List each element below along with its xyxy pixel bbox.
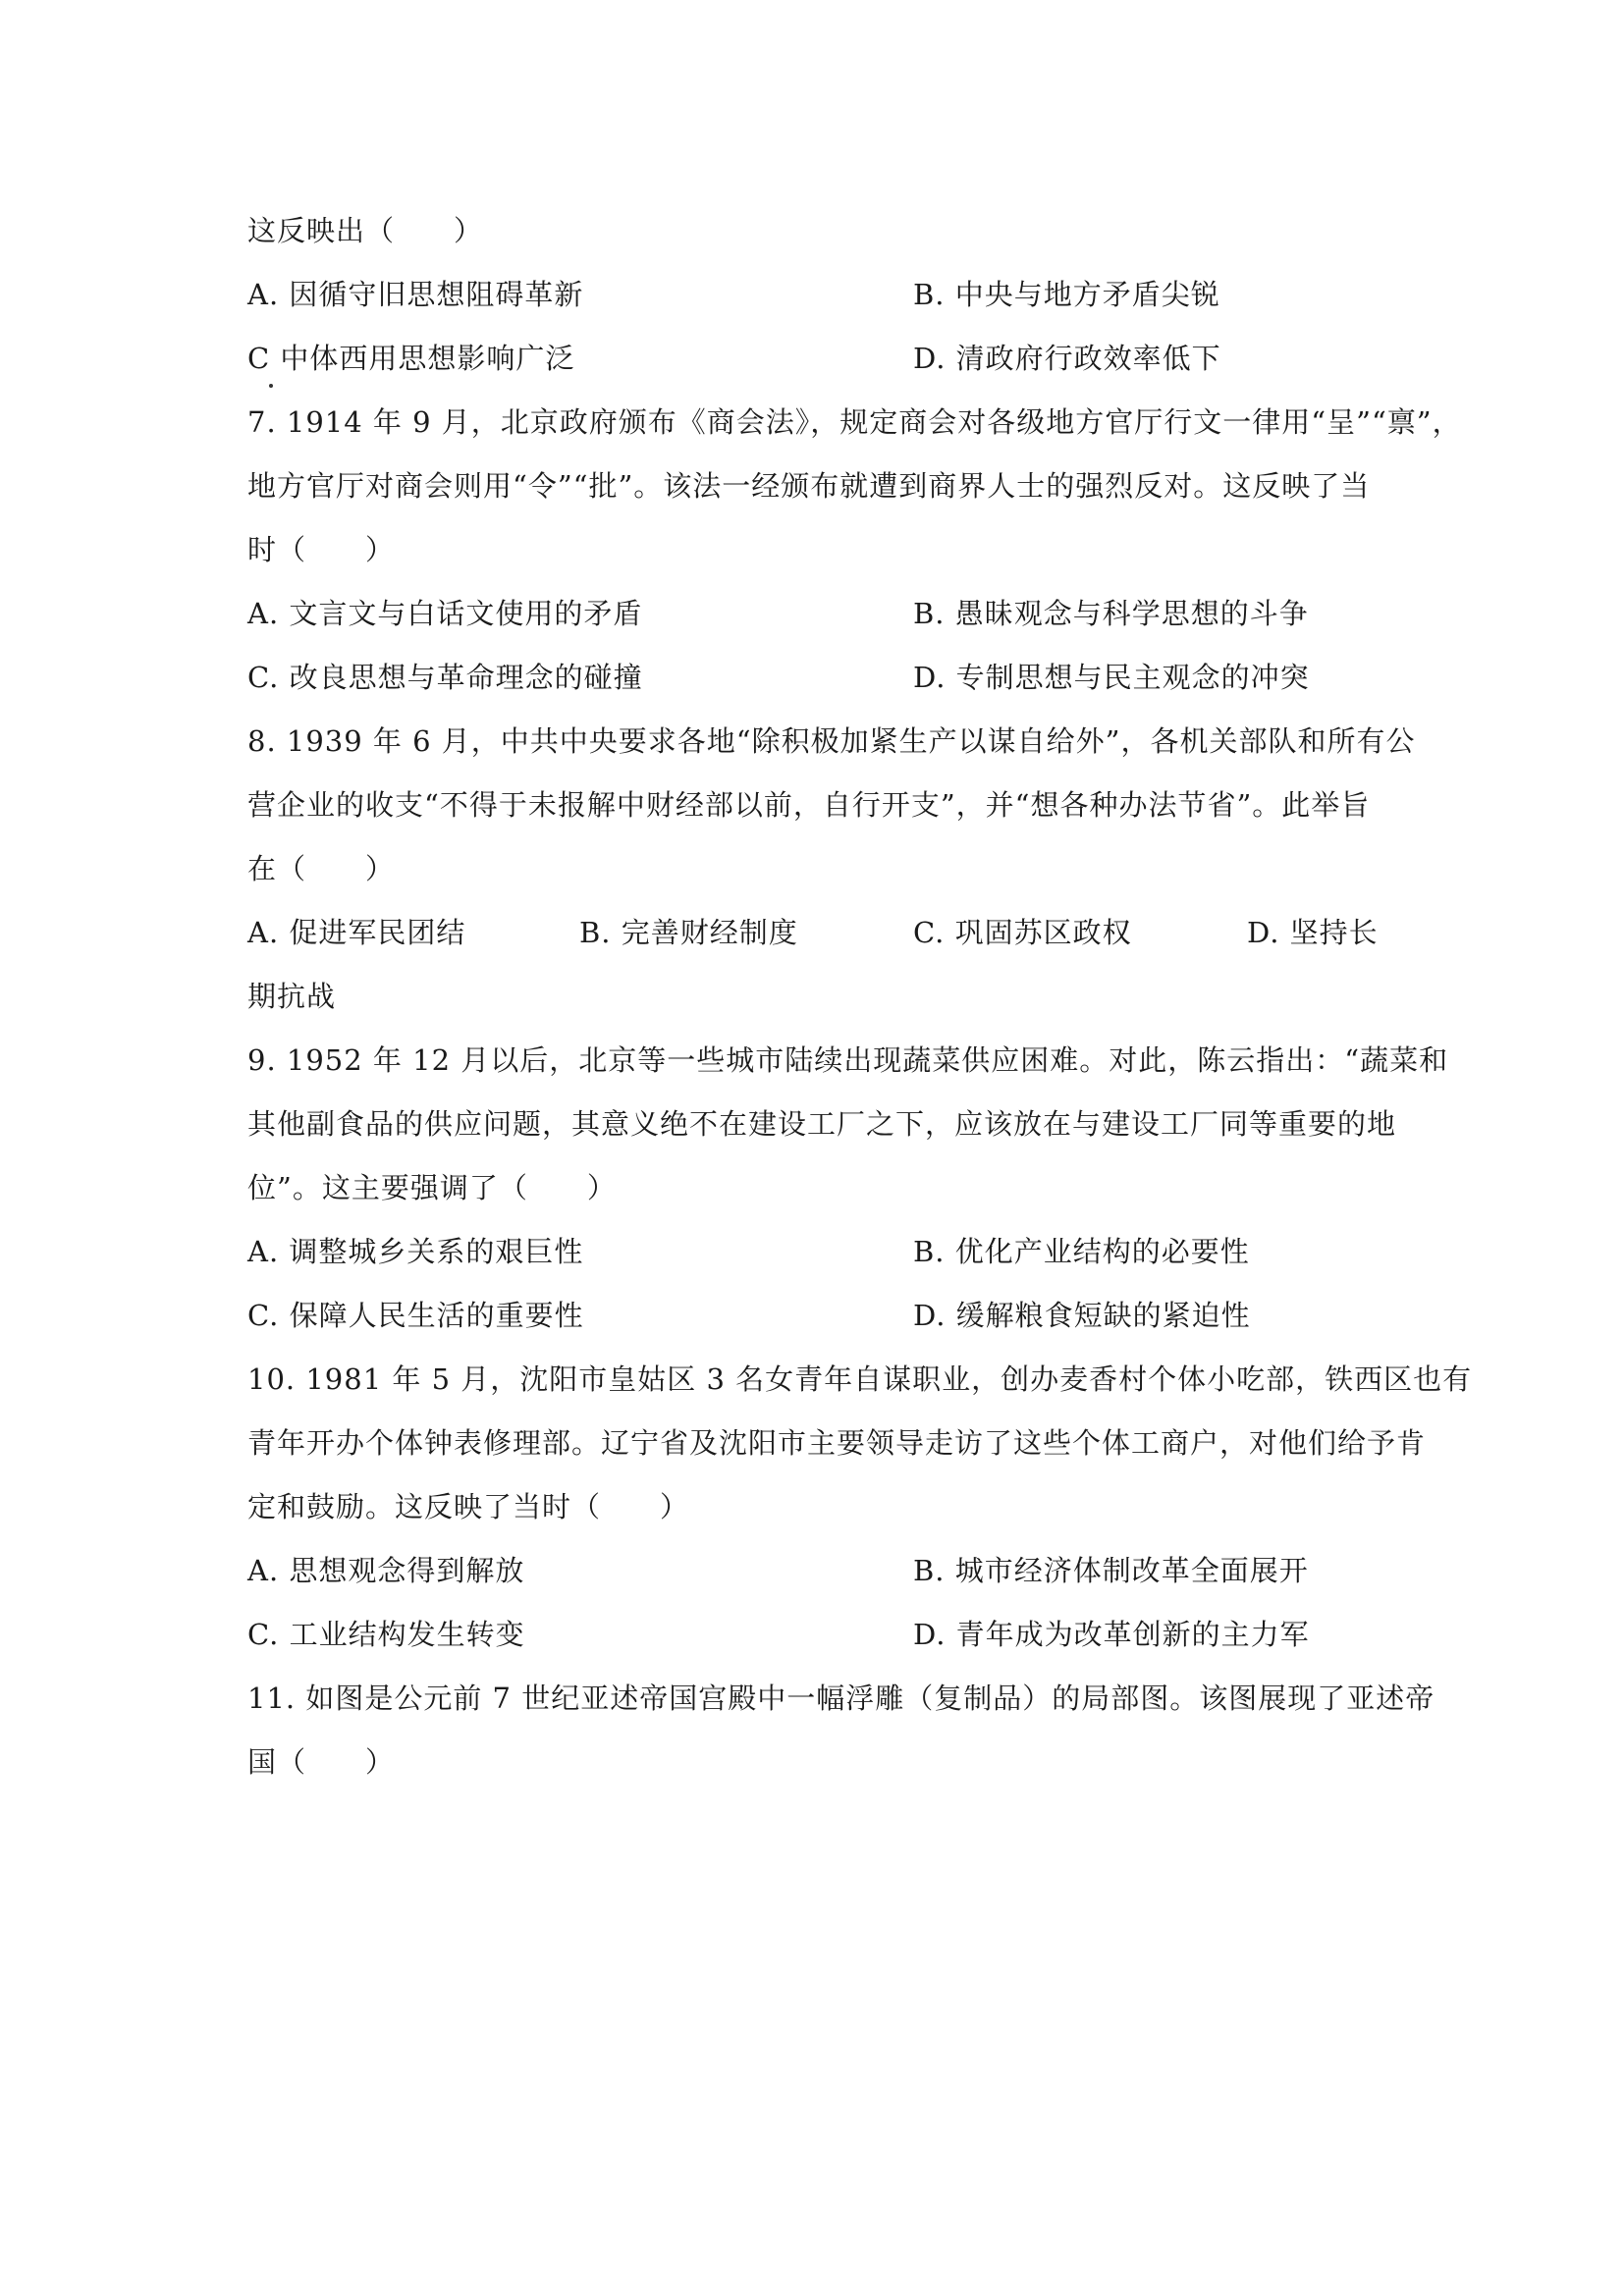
q7-option-a: A. 文言文与白话文使用的矛盾	[247, 597, 643, 630]
q9-line-1: 9. 1952 年 12 月以后，北京等一些城市陆续出现蔬菜供应困难。对此，陈云指出：“蔬菜和	[247, 1043, 1449, 1077]
q9-option-b: B. 优化产业结构的必要性	[913, 1235, 1250, 1268]
q8-option-a: A. 促进军民团结	[247, 916, 466, 949]
q8-line-1: 8. 1939 年 6 月，中共中央要求各地“除积极加紧生产以谋自给外”，各机关部队和所有公	[247, 724, 1416, 758]
q7-line-1: 7. 1914 年 9 月，北京政府颁布《商会法》，规定商会对各级地方官厅行文一律用“呈”“禀”，	[247, 405, 1462, 439]
q7-option-c: C. 改良思想与革命理念的碰撞	[247, 661, 643, 694]
q8-option-b: B. 完善财经制度	[579, 916, 798, 949]
q10-line-3: 定和鼓励。这反映了当时（ ）	[247, 1490, 690, 1523]
q10-option-c: C. 工业结构发生转变	[247, 1618, 525, 1651]
q10-line-1: 10. 1981 年 5 月，沈阳市皇姑区 3 名女青年自谋职业，创办麦香村个体小吃部，铁西区也有	[247, 1362, 1473, 1396]
stray-dot	[269, 384, 273, 388]
q8-line-2: 营企业的收支“不得于未报解中财经部以前，自行开支”，并“想各种办法节省”。此举旨	[247, 788, 1371, 822]
q11-line-1: 11. 如图是公元前 7 世纪亚述帝国宫殿中一幅浮雕（复制品）的局部图。该图展现了亚述帝	[247, 1682, 1435, 1715]
q10-option-b: B. 城市经济体制改革全面展开	[913, 1554, 1309, 1587]
q6-option-b: B. 中央与地方矛盾尖锐	[913, 278, 1220, 311]
q9-option-c: C. 保障人民生活的重要性	[247, 1299, 584, 1332]
q6-option-d: D. 清政府行政效率低下	[913, 342, 1221, 375]
q8-line-3: 在（ ）	[247, 852, 396, 885]
q7-option-d: D. 专制思想与民主观念的冲突	[913, 661, 1310, 694]
q9-option-a: A. 调整城乡关系的艰巨性	[247, 1235, 584, 1268]
q8-option-c: C. 巩固苏区政权	[913, 916, 1132, 949]
q9-line-2: 其他副食品的供应问题，其意义绝不在建设工厂之下，应该放在与建设工厂同等重要的地	[247, 1107, 1397, 1141]
q6-option-c: C 中体西用思想影响广泛	[247, 342, 575, 375]
q9-line-3: 位”。这主要强调了（ ）	[247, 1171, 617, 1204]
q7-option-b: B. 愚昧观念与科学思想的斗争	[913, 597, 1309, 630]
q7-line-2: 地方官厅对商会则用“令”“批”。该法一经颁布就遭到商界人士的强烈反对。这反映了当	[247, 469, 1371, 503]
q10-option-a: A. 思想观念得到解放	[247, 1554, 525, 1587]
q8-option-d: D. 坚持长	[1247, 916, 1379, 949]
q10-line-2: 青年开办个体钟表修理部。辽宁省及沈阳市主要领导走访了这些个体工商户，对他们给予肯	[247, 1426, 1427, 1460]
q9-option-d: D. 缓解粮食短缺的紧迫性	[913, 1299, 1251, 1332]
q6-stem: 这反映出（ ）	[247, 214, 484, 247]
q6-option-a: A. 因循守旧思想阻碍革新	[247, 278, 584, 311]
q10-option-d: D. 青年成为改革创新的主力军	[913, 1618, 1310, 1651]
q8-option-d-wrap: 期抗战	[247, 980, 337, 1013]
q7-line-3: 时（ ）	[247, 533, 396, 566]
q11-line-2: 国（ ）	[247, 1745, 396, 1779]
